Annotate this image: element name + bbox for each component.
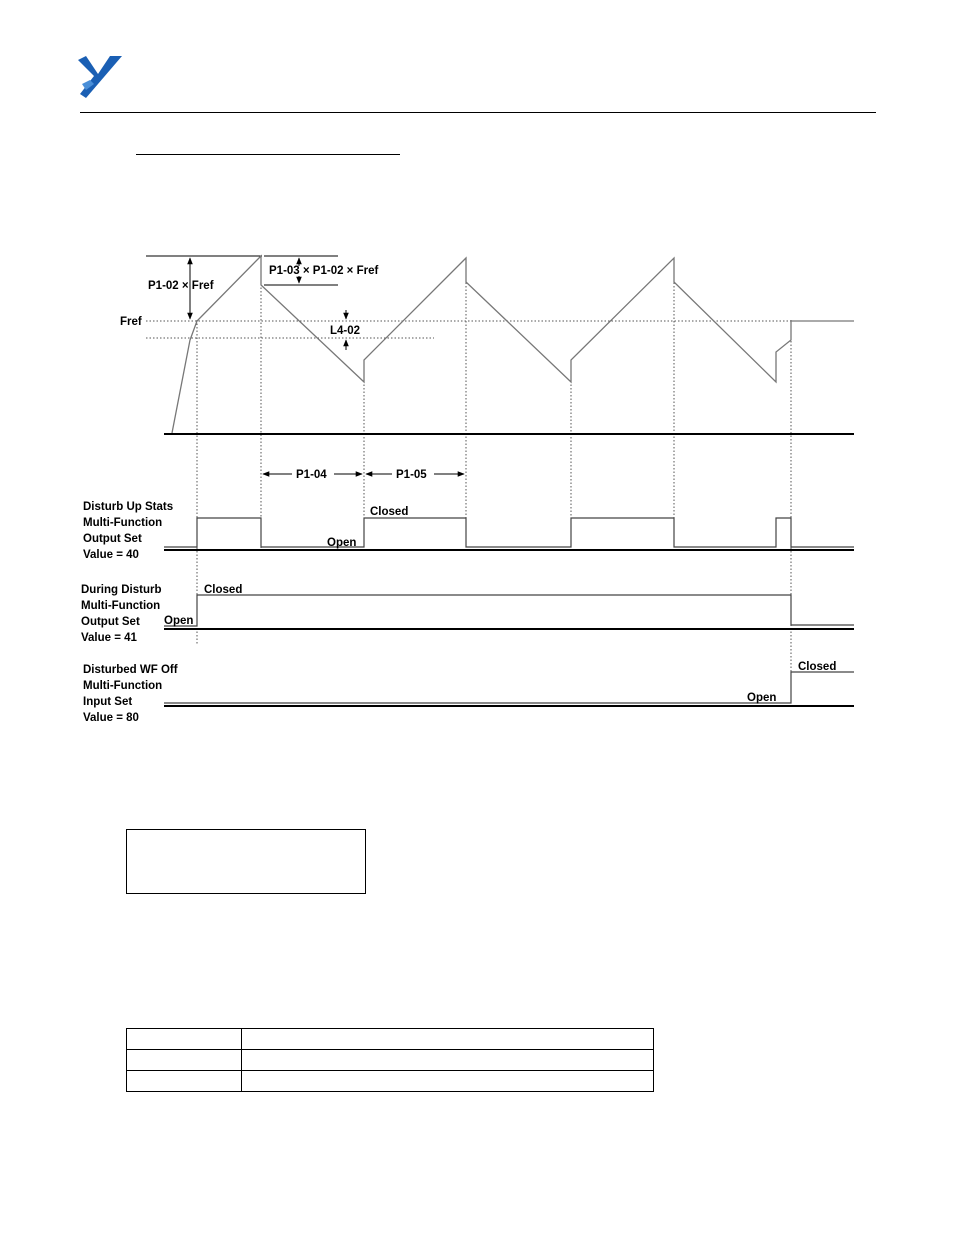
label-p104: P1-04 (296, 469, 327, 481)
signal3-label-line3: Input Set (83, 696, 133, 708)
label-l402: L4-02 (330, 325, 361, 337)
table-cell (127, 1029, 242, 1050)
signal1-label-line3: Output Set (83, 533, 142, 545)
signal1-label-line4: Value = 40 (83, 549, 139, 561)
table-row (127, 1050, 654, 1071)
signal2-waveform (164, 595, 854, 626)
vertical-guide-lines (197, 256, 791, 705)
table-cell (127, 1071, 242, 1092)
signal2-label-line1: During Disturb (81, 584, 162, 596)
signal1-label-line1: Disturb Up Stats (83, 501, 174, 513)
signal1-label-line2: Multi-Function (83, 517, 163, 529)
signal3-closed-label: Closed (798, 661, 837, 673)
table-cell (242, 1071, 654, 1092)
signal3-label-line1: Disturbed WF Off (83, 664, 178, 676)
signal3-label-line2: Multi-Function (83, 680, 163, 692)
signal1-waveform (164, 518, 854, 547)
frequency-waveform (172, 256, 854, 433)
label-p103-p102-fref: P1-03 × P1-02 × Fref (269, 265, 379, 277)
note-box (126, 829, 366, 894)
table-row (127, 1029, 654, 1050)
label-p105: P1-05 (396, 469, 427, 481)
signal1-open-label: Open (327, 537, 357, 549)
table-row (127, 1071, 654, 1092)
signal3-label-line4: Value = 80 (83, 712, 139, 724)
signal1-closed-label: Closed (370, 506, 409, 518)
parameter-table (126, 1028, 654, 1092)
signal3-open-label: Open (747, 692, 777, 704)
signal2-open-label: Open (164, 615, 194, 627)
signal2-label-line2: Multi-Function (81, 600, 161, 612)
table-cell (242, 1050, 654, 1071)
signal2-label-line3: Output Set (81, 616, 140, 628)
table-cell (127, 1050, 242, 1071)
label-p102-fref: P1-02 × Fref (148, 280, 214, 292)
label-fref: Fref (120, 316, 142, 328)
signal2-label-line4: Value = 41 (81, 632, 137, 644)
signal2-closed-label: Closed (204, 584, 243, 596)
table-cell (242, 1029, 654, 1050)
